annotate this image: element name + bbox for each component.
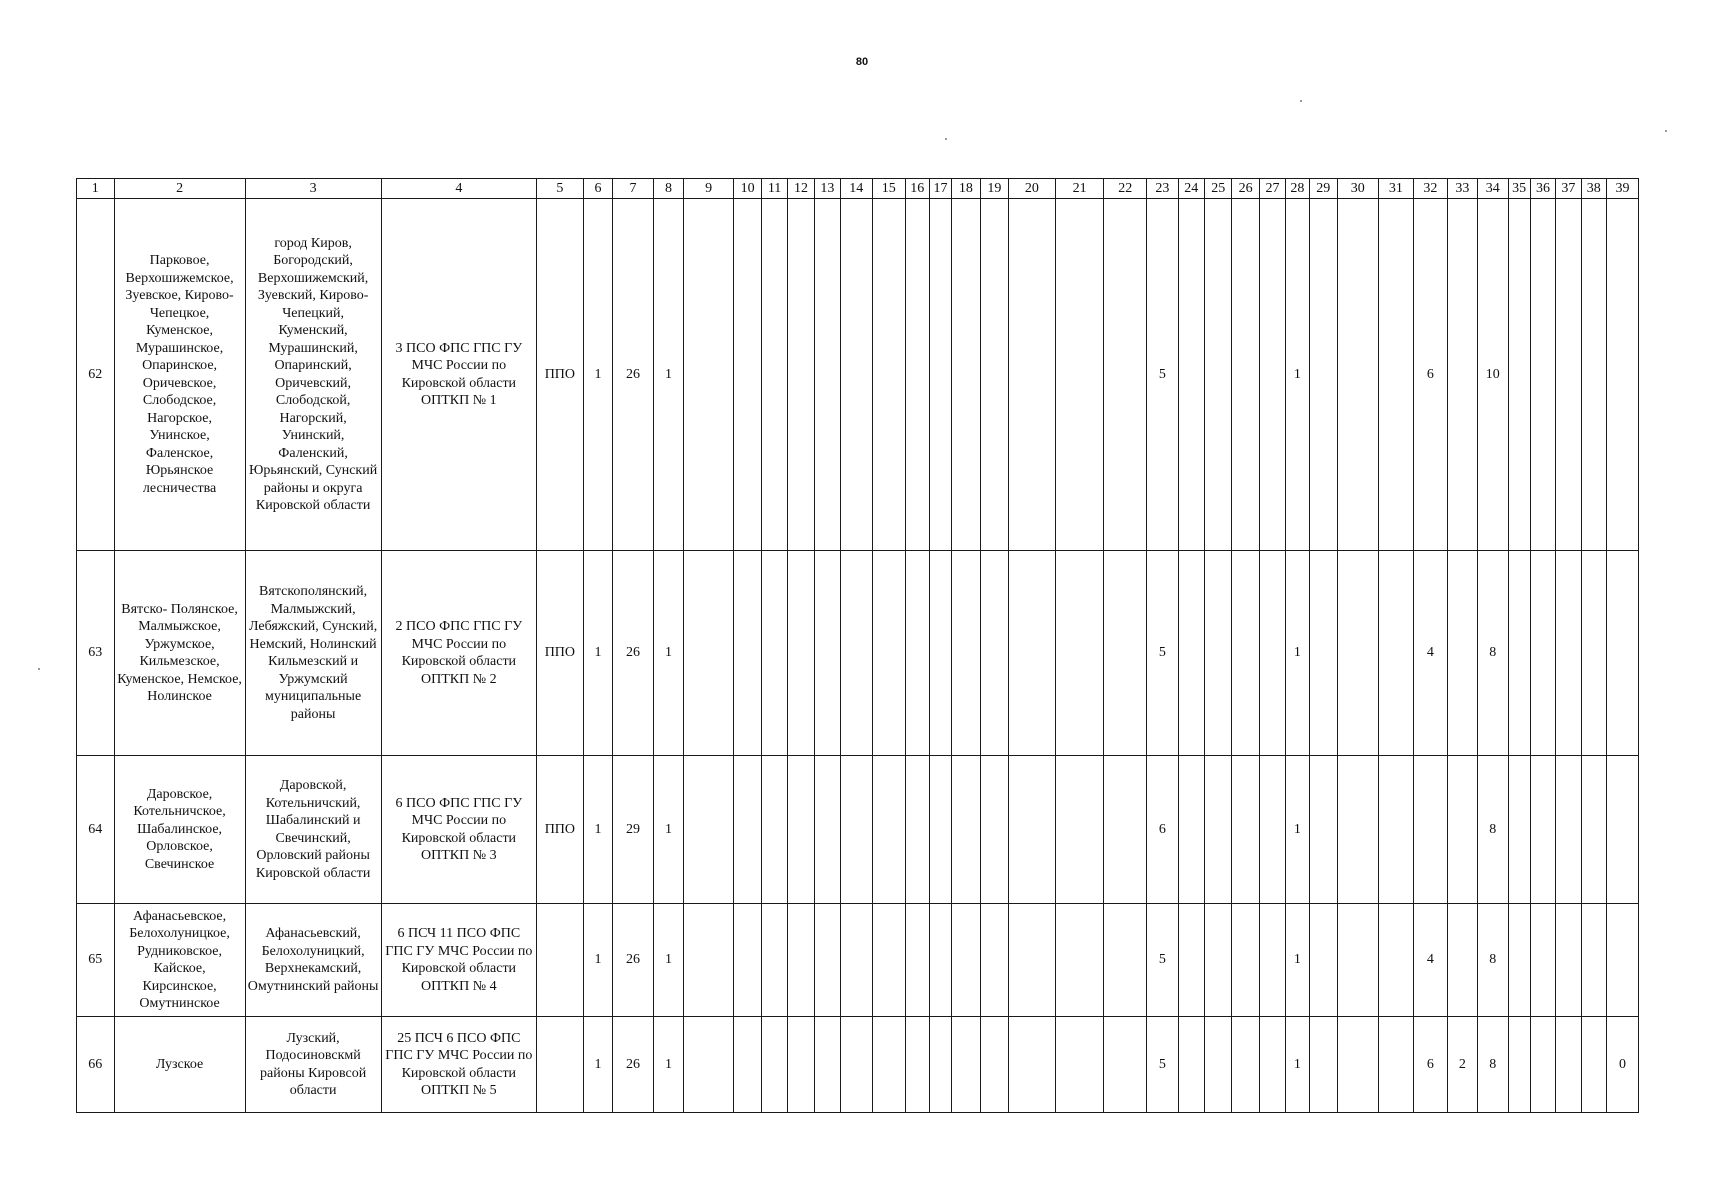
empty-cell bbox=[815, 199, 840, 551]
empty-cell bbox=[762, 199, 787, 551]
empty-cell bbox=[787, 199, 814, 551]
empty-cell bbox=[840, 551, 872, 756]
column-number-header: 16 bbox=[905, 179, 929, 199]
empty-cell bbox=[1556, 756, 1581, 904]
empty-cell bbox=[1530, 756, 1555, 904]
empty-cell bbox=[905, 756, 929, 904]
empty-cell bbox=[1259, 551, 1285, 756]
empty-cell bbox=[873, 756, 905, 904]
empty-cell bbox=[1178, 199, 1204, 551]
column-number-header: 29 bbox=[1309, 179, 1337, 199]
empty-cell bbox=[1309, 551, 1337, 756]
value-cell-col-34: 10 bbox=[1478, 199, 1508, 551]
empty-cell bbox=[815, 1017, 840, 1113]
forestries-cell: Афанасьевское, Белохолуницкое, Рудниковское, Кайское, Кирсинское, Омутнинское bbox=[114, 904, 245, 1017]
column-number-header: 12 bbox=[787, 179, 814, 199]
value-cell-col-8: 1 bbox=[653, 904, 683, 1017]
value-cell-col-23: 6 bbox=[1147, 756, 1178, 904]
empty-cell bbox=[1178, 1017, 1204, 1113]
value-cell-col-33 bbox=[1447, 551, 1477, 756]
empty-cell bbox=[952, 904, 980, 1017]
scan-speck bbox=[1665, 130, 1667, 132]
value-cell-col-8: 1 bbox=[653, 199, 683, 551]
value-cell-col-6: 1 bbox=[583, 551, 612, 756]
column-number-header: 11 bbox=[762, 179, 787, 199]
column-number-header: 39 bbox=[1606, 179, 1638, 199]
empty-cell bbox=[840, 756, 872, 904]
row-number-cell: 65 bbox=[77, 904, 115, 1017]
empty-cell bbox=[1378, 904, 1414, 1017]
empty-cell bbox=[787, 1017, 814, 1113]
empty-cell bbox=[952, 199, 980, 551]
value-cell-col-8: 1 bbox=[653, 551, 683, 756]
value-cell-col-34: 8 bbox=[1478, 756, 1508, 904]
empty-cell bbox=[1378, 756, 1414, 904]
empty-cell bbox=[1204, 551, 1231, 756]
value-cell-col-28: 1 bbox=[1286, 904, 1309, 1017]
empty-cell bbox=[905, 1017, 929, 1113]
value-cell-col-28: 1 bbox=[1286, 756, 1309, 904]
value-cell-col-32: 6 bbox=[1414, 199, 1448, 551]
empty-cell bbox=[733, 199, 761, 551]
empty-cell bbox=[980, 199, 1008, 551]
forestries-cell: Даровское, Котельничское, Шабалинское, Орловское, Свечинское bbox=[114, 756, 245, 904]
row-number-cell: 62 bbox=[77, 199, 115, 551]
table-row bbox=[77, 551, 1639, 756]
empty-cell bbox=[1259, 199, 1285, 551]
value-cell-col-32: 6 bbox=[1414, 1017, 1448, 1113]
column-number-header: 18 bbox=[952, 179, 980, 199]
value-cell-col-23: 5 bbox=[1147, 1017, 1178, 1113]
empty-cell bbox=[1337, 1017, 1378, 1113]
empty-cell bbox=[1508, 1017, 1530, 1113]
empty-cell bbox=[1178, 904, 1204, 1017]
empty-cell bbox=[980, 1017, 1008, 1113]
empty-cell bbox=[762, 1017, 787, 1113]
empty-cell bbox=[1232, 199, 1259, 551]
column-number-header: 23 bbox=[1147, 179, 1178, 199]
forestries-cell: Парковое, Верхошижемское, Зуевское, Кирово-Чепецкое, Куменское, Мурашинское, Опаринское, Оричевское, Слободское, Нагорское, Унинское, Фаленское, Юрьянское лесничества bbox=[114, 199, 245, 551]
empty-cell bbox=[684, 199, 734, 551]
empty-cell bbox=[1232, 756, 1259, 904]
value-cell-col-39 bbox=[1606, 756, 1638, 904]
value-cell-col-7: 26 bbox=[613, 904, 654, 1017]
empty-cell bbox=[762, 551, 787, 756]
districts-cell: Афанасьевский, Белохолуницкий, Верхнекамский, Омутнинский районы bbox=[245, 904, 381, 1017]
value-cell-col-39 bbox=[1606, 904, 1638, 1017]
empty-cell bbox=[952, 551, 980, 756]
column-number-header: 10 bbox=[733, 179, 761, 199]
scan-speck bbox=[945, 138, 947, 140]
empty-cell bbox=[684, 756, 734, 904]
fire-unit-cell: 3 ПСО ФПС ГПС ГУ МЧС России по Кировской области ОПТКП № 1 bbox=[381, 199, 536, 551]
empty-cell bbox=[952, 756, 980, 904]
empty-cell bbox=[1232, 904, 1259, 1017]
empty-cell bbox=[815, 551, 840, 756]
unit-type-cell: ППО bbox=[537, 551, 584, 756]
row-number-cell: 63 bbox=[77, 551, 115, 756]
empty-cell bbox=[1204, 756, 1231, 904]
value-cell-col-7: 29 bbox=[613, 756, 654, 904]
empty-cell bbox=[1309, 904, 1337, 1017]
empty-cell bbox=[873, 199, 905, 551]
column-number-header: 3 bbox=[245, 179, 381, 199]
column-number-header: 38 bbox=[1581, 179, 1606, 199]
empty-cell bbox=[1055, 756, 1104, 904]
empty-cell bbox=[1556, 551, 1581, 756]
empty-cell bbox=[1508, 904, 1530, 1017]
table-row bbox=[77, 904, 1639, 1017]
empty-cell bbox=[1259, 756, 1285, 904]
column-number-header: 33 bbox=[1447, 179, 1477, 199]
column-number-header: 27 bbox=[1259, 179, 1285, 199]
page-number: 80 bbox=[855, 56, 869, 68]
empty-cell bbox=[1104, 904, 1147, 1017]
empty-cell bbox=[815, 756, 840, 904]
fire-unit-cell: 6 ПСО ФПС ГПС ГУ МЧС России по Кировской области ОПТКП № 3 bbox=[381, 756, 536, 904]
column-number-header: 7 bbox=[613, 179, 654, 199]
value-cell-col-7: 26 bbox=[613, 551, 654, 756]
empty-cell bbox=[684, 1017, 734, 1113]
empty-cell bbox=[1104, 756, 1147, 904]
empty-cell bbox=[684, 551, 734, 756]
scan-speck bbox=[1300, 100, 1302, 102]
value-cell-col-34: 8 bbox=[1478, 551, 1508, 756]
table-row bbox=[77, 756, 1639, 904]
empty-cell bbox=[1055, 904, 1104, 1017]
empty-cell bbox=[787, 551, 814, 756]
empty-cell bbox=[1204, 904, 1231, 1017]
column-number-header: 36 bbox=[1530, 179, 1555, 199]
column-number-header: 19 bbox=[980, 179, 1008, 199]
empty-cell bbox=[1178, 756, 1204, 904]
column-number-header: 2 bbox=[114, 179, 245, 199]
column-number-header: 4 bbox=[381, 179, 536, 199]
empty-cell bbox=[1309, 1017, 1337, 1113]
value-cell-col-34: 8 bbox=[1478, 1017, 1508, 1113]
empty-cell bbox=[1104, 199, 1147, 551]
column-number-header: 37 bbox=[1556, 179, 1581, 199]
empty-cell bbox=[1009, 904, 1056, 1017]
empty-cell bbox=[1508, 199, 1530, 551]
empty-cell bbox=[929, 1017, 951, 1113]
value-cell-col-39: 0 bbox=[1606, 1017, 1638, 1113]
value-cell-col-6: 1 bbox=[583, 904, 612, 1017]
column-number-header: 21 bbox=[1055, 179, 1104, 199]
forestries-cell: Лузское bbox=[114, 1017, 245, 1113]
column-number-header: 25 bbox=[1204, 179, 1231, 199]
empty-cell bbox=[684, 904, 734, 1017]
column-number-header: 34 bbox=[1478, 179, 1508, 199]
empty-cell bbox=[929, 904, 951, 1017]
value-cell-col-8: 1 bbox=[653, 756, 683, 904]
empty-cell bbox=[840, 904, 872, 1017]
empty-cell bbox=[952, 1017, 980, 1113]
empty-cell bbox=[787, 756, 814, 904]
column-number-header: 14 bbox=[840, 179, 872, 199]
empty-cell bbox=[762, 756, 787, 904]
empty-cell bbox=[1378, 199, 1414, 551]
column-number-row bbox=[77, 179, 1639, 199]
row-number-cell: 66 bbox=[77, 1017, 115, 1113]
column-number-header: 8 bbox=[653, 179, 683, 199]
unit-type-cell: ППО bbox=[537, 199, 584, 551]
empty-cell bbox=[905, 199, 929, 551]
empty-cell bbox=[1259, 1017, 1285, 1113]
column-number-header: 1 bbox=[77, 179, 115, 199]
empty-cell bbox=[1581, 904, 1606, 1017]
column-number-header: 15 bbox=[873, 179, 905, 199]
empty-cell bbox=[1055, 1017, 1104, 1113]
empty-cell bbox=[1009, 756, 1056, 904]
empty-cell bbox=[873, 1017, 905, 1113]
value-cell-col-33: 2 bbox=[1447, 1017, 1477, 1113]
fire-unit-cell: 2 ПСО ФПС ГПС ГУ МЧС России по Кировской области ОПТКП № 2 bbox=[381, 551, 536, 756]
value-cell-col-6: 1 bbox=[583, 1017, 612, 1113]
empty-cell bbox=[1530, 199, 1555, 551]
empty-cell bbox=[1104, 1017, 1147, 1113]
column-number-header: 32 bbox=[1414, 179, 1448, 199]
column-number-header: 6 bbox=[583, 179, 612, 199]
fire-unit-cell: 6 ПСЧ 11 ПСО ФПС ГПС ГУ МЧС России по Кировской области ОПТКП № 4 bbox=[381, 904, 536, 1017]
empty-cell bbox=[905, 904, 929, 1017]
empty-cell bbox=[1556, 904, 1581, 1017]
empty-cell bbox=[1337, 551, 1378, 756]
value-cell-col-28: 1 bbox=[1286, 551, 1309, 756]
empty-cell bbox=[1581, 756, 1606, 904]
table-row bbox=[77, 1017, 1639, 1113]
empty-cell bbox=[929, 199, 951, 551]
empty-cell bbox=[1178, 551, 1204, 756]
empty-cell bbox=[733, 551, 761, 756]
empty-cell bbox=[1581, 551, 1606, 756]
districts-cell: город Киров, Богородский, Верхошижемский, Зуевский, Кирово-Чепецкий, Куменский, Мурашинский, Опаринский, Оричевский, Слободской, Нагорский, Унинский, Фаленский, Юрьянский, Сунский районы и округа Кировской области bbox=[245, 199, 381, 551]
empty-cell bbox=[1309, 756, 1337, 904]
empty-cell bbox=[905, 551, 929, 756]
empty-cell bbox=[1378, 1017, 1414, 1113]
empty-cell bbox=[1337, 756, 1378, 904]
value-cell-col-23: 5 bbox=[1147, 551, 1178, 756]
empty-cell bbox=[733, 904, 761, 1017]
forestries-cell: Вятско- Полянское, Малмыжское, Уржумское, Кильмезское, Куменское, Немское, Нолинское bbox=[114, 551, 245, 756]
column-number-header: 13 bbox=[815, 179, 840, 199]
column-number-header: 28 bbox=[1286, 179, 1309, 199]
value-cell-col-28: 1 bbox=[1286, 199, 1309, 551]
empty-cell bbox=[1378, 551, 1414, 756]
empty-cell bbox=[1232, 1017, 1259, 1113]
empty-cell bbox=[733, 756, 761, 904]
empty-cell bbox=[815, 904, 840, 1017]
value-cell-col-33 bbox=[1447, 756, 1477, 904]
empty-cell bbox=[1309, 199, 1337, 551]
value-cell-col-32 bbox=[1414, 756, 1448, 904]
empty-cell bbox=[840, 199, 872, 551]
empty-cell bbox=[1556, 1017, 1581, 1113]
empty-cell bbox=[733, 1017, 761, 1113]
value-cell-col-23: 5 bbox=[1147, 199, 1178, 551]
value-cell-col-32: 4 bbox=[1414, 904, 1448, 1017]
fire-unit-cell: 25 ПСЧ 6 ПСО ФПС ГПС ГУ МЧС России по Кировской области ОПТКП № 5 bbox=[381, 1017, 536, 1113]
empty-cell bbox=[1104, 551, 1147, 756]
empty-cell bbox=[1530, 1017, 1555, 1113]
empty-cell bbox=[873, 904, 905, 1017]
empty-cell bbox=[980, 756, 1008, 904]
value-cell-col-34: 8 bbox=[1478, 904, 1508, 1017]
districts-cell: Лузский, Подосиновскмй районы Кировсой области bbox=[245, 1017, 381, 1113]
column-number-header: 26 bbox=[1232, 179, 1259, 199]
unit-type-cell bbox=[537, 904, 584, 1017]
empty-cell bbox=[929, 551, 951, 756]
column-number-header: 31 bbox=[1378, 179, 1414, 199]
column-number-header: 9 bbox=[684, 179, 734, 199]
empty-cell bbox=[1530, 551, 1555, 756]
value-cell-col-7: 26 bbox=[613, 1017, 654, 1113]
empty-cell bbox=[980, 551, 1008, 756]
empty-cell bbox=[980, 904, 1008, 1017]
column-number-header: 24 bbox=[1178, 179, 1204, 199]
empty-cell bbox=[1556, 199, 1581, 551]
table-row bbox=[77, 199, 1639, 551]
empty-cell bbox=[1530, 904, 1555, 1017]
empty-cell bbox=[1009, 199, 1056, 551]
empty-cell bbox=[1508, 756, 1530, 904]
empty-cell bbox=[1337, 904, 1378, 1017]
value-cell-col-33 bbox=[1447, 904, 1477, 1017]
value-cell-col-23: 5 bbox=[1147, 904, 1178, 1017]
empty-cell bbox=[1581, 199, 1606, 551]
empty-cell bbox=[873, 551, 905, 756]
empty-cell bbox=[1232, 551, 1259, 756]
column-number-header: 5 bbox=[537, 179, 584, 199]
column-number-header: 17 bbox=[929, 179, 951, 199]
row-number-cell: 64 bbox=[77, 756, 115, 904]
empty-cell bbox=[1337, 199, 1378, 551]
value-cell-col-32: 4 bbox=[1414, 551, 1448, 756]
empty-cell bbox=[1009, 1017, 1056, 1113]
empty-cell bbox=[1055, 199, 1104, 551]
empty-cell bbox=[1204, 1017, 1231, 1113]
forest-fire-resources-table bbox=[76, 178, 1639, 1113]
column-number-header: 35 bbox=[1508, 179, 1530, 199]
empty-cell bbox=[1204, 199, 1231, 551]
empty-cell bbox=[762, 904, 787, 1017]
value-cell-col-6: 1 bbox=[583, 199, 612, 551]
value-cell-col-39 bbox=[1606, 199, 1638, 551]
value-cell-col-8: 1 bbox=[653, 1017, 683, 1113]
value-cell-col-28: 1 bbox=[1286, 1017, 1309, 1113]
column-number-header: 22 bbox=[1104, 179, 1147, 199]
districts-cell: Вятскополянский, Малмыжский, Лебяжский, Сунский, Немский, Нолинский Кильмезский и Уржумский муниципальные районы bbox=[245, 551, 381, 756]
districts-cell: Даровской, Котельничский, Шабалинский и Свечинский, Орловский районы Кировской области bbox=[245, 756, 381, 904]
unit-type-cell bbox=[537, 1017, 584, 1113]
column-number-header: 20 bbox=[1009, 179, 1056, 199]
empty-cell bbox=[1581, 1017, 1606, 1113]
value-cell-col-39 bbox=[1606, 551, 1638, 756]
value-cell-col-33 bbox=[1447, 199, 1477, 551]
empty-cell bbox=[1009, 551, 1056, 756]
empty-cell bbox=[840, 1017, 872, 1113]
empty-cell bbox=[787, 904, 814, 1017]
column-number-header: 30 bbox=[1337, 179, 1378, 199]
value-cell-col-7: 26 bbox=[613, 199, 654, 551]
empty-cell bbox=[1508, 551, 1530, 756]
empty-cell bbox=[1259, 904, 1285, 1017]
scan-speck bbox=[38, 668, 40, 670]
unit-type-cell: ППО bbox=[537, 756, 584, 904]
empty-cell bbox=[1055, 551, 1104, 756]
empty-cell bbox=[929, 756, 951, 904]
value-cell-col-6: 1 bbox=[583, 756, 612, 904]
